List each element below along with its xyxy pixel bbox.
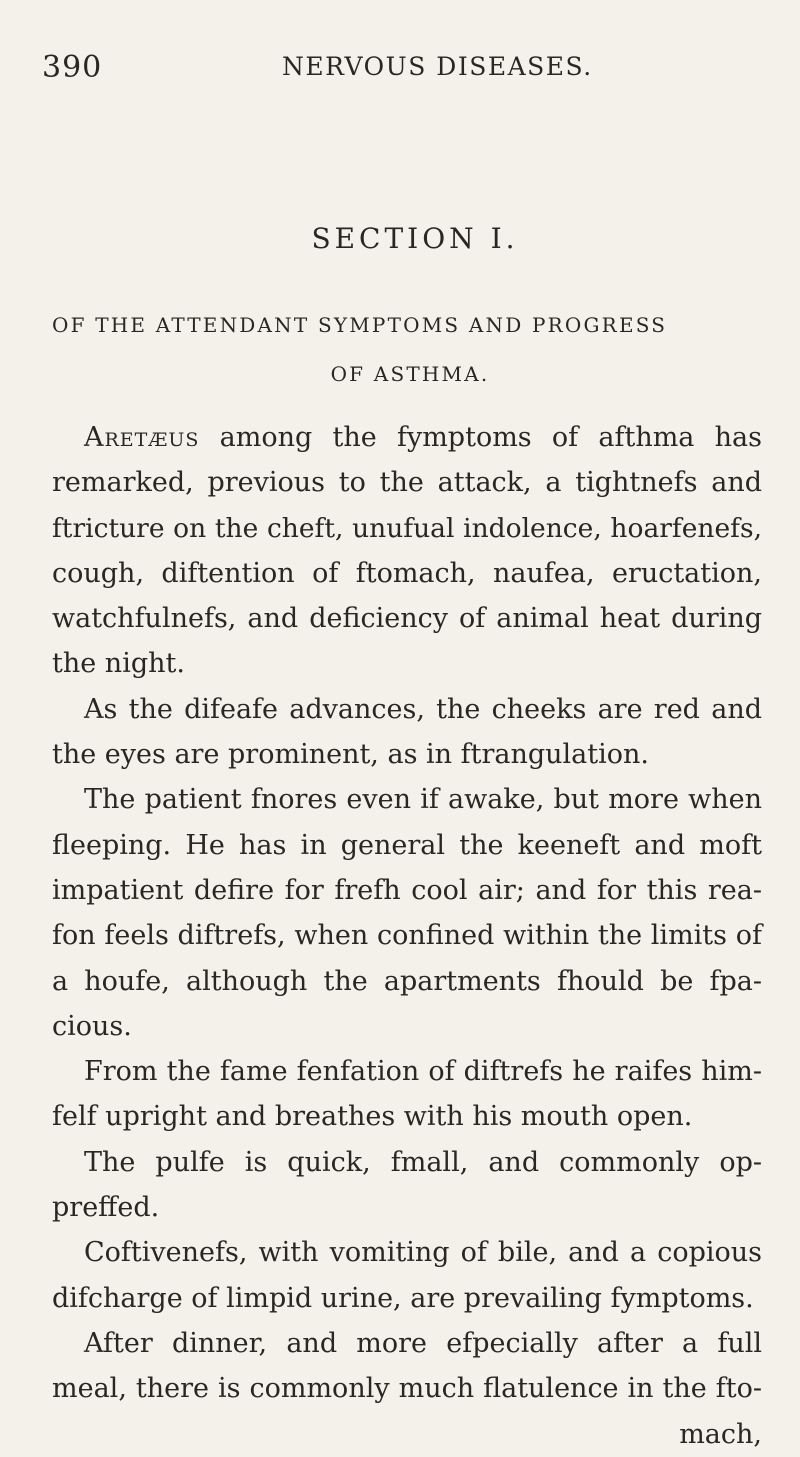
- text-line: fleeping. He has in general the keeneft and moft: [52, 829, 762, 861]
- catchword: mach,: [679, 1418, 762, 1450]
- text-line: After dinner, and more efpecially after a full: [84, 1327, 762, 1359]
- text-line: From the fame fenfation of diftrefs he raifes him-: [84, 1056, 762, 1088]
- text-line: cious.: [52, 1010, 132, 1042]
- text-line: fon feels diftrefs, when confined within the limits of: [52, 920, 762, 952]
- section-subtitle-line-2: OF ASTHMA.: [330, 362, 490, 386]
- text-line: cough, diftention of ftomach, naufea, eructation,: [52, 557, 762, 589]
- text-line: impatient defire for frefh cool air; and for this rea-: [52, 874, 762, 906]
- section-title: SECTION I.: [311, 222, 519, 255]
- text-line: ftricture on the cheft, unufual indolence, hoarfenefs,: [52, 512, 762, 544]
- section-subtitle-line-1: OF THE ATTENDANT SYMPTOMS AND PROGRESS: [52, 313, 668, 337]
- page-number: 390: [42, 50, 103, 85]
- text-line: difcharge of limpid urine, are prevailing fymptoms.: [52, 1282, 754, 1314]
- text-line: Coftivenefs, with vomiting of bile, and a copious: [84, 1237, 762, 1269]
- text-line: the night.: [52, 648, 185, 680]
- text-line: the eyes are prominent, as in ftrangulation.: [52, 739, 649, 771]
- text-line: As the difeafe advances, the cheeks are red and: [84, 693, 762, 725]
- text-line: Aretæus among the fymptoms of afthma has: [84, 422, 762, 453]
- text-line: felf upright and breathes with his mouth open.: [52, 1101, 693, 1133]
- text-line: The pulfe is quick, fmall, and commonly op-: [84, 1146, 762, 1178]
- text-line: a houfe, although the apartments fhould be fpa-: [52, 965, 762, 997]
- body-text: [52, 415, 762, 1457]
- text-line: meal, there is commonly much flatulence in the fto-: [52, 1373, 762, 1405]
- text-line: The patient fnores even if awake, but more when: [84, 784, 762, 816]
- text-line: watchfulnefs, and deficiency of animal heat during: [52, 603, 762, 635]
- running-head: [42, 50, 762, 90]
- text-line: remarked, previous to the attack, a tightnefs and: [52, 467, 762, 499]
- author-name: Aretæus: [84, 422, 200, 453]
- running-title: NERVOUS DISEASES.: [282, 52, 593, 81]
- text-line: preffed.: [52, 1192, 160, 1224]
